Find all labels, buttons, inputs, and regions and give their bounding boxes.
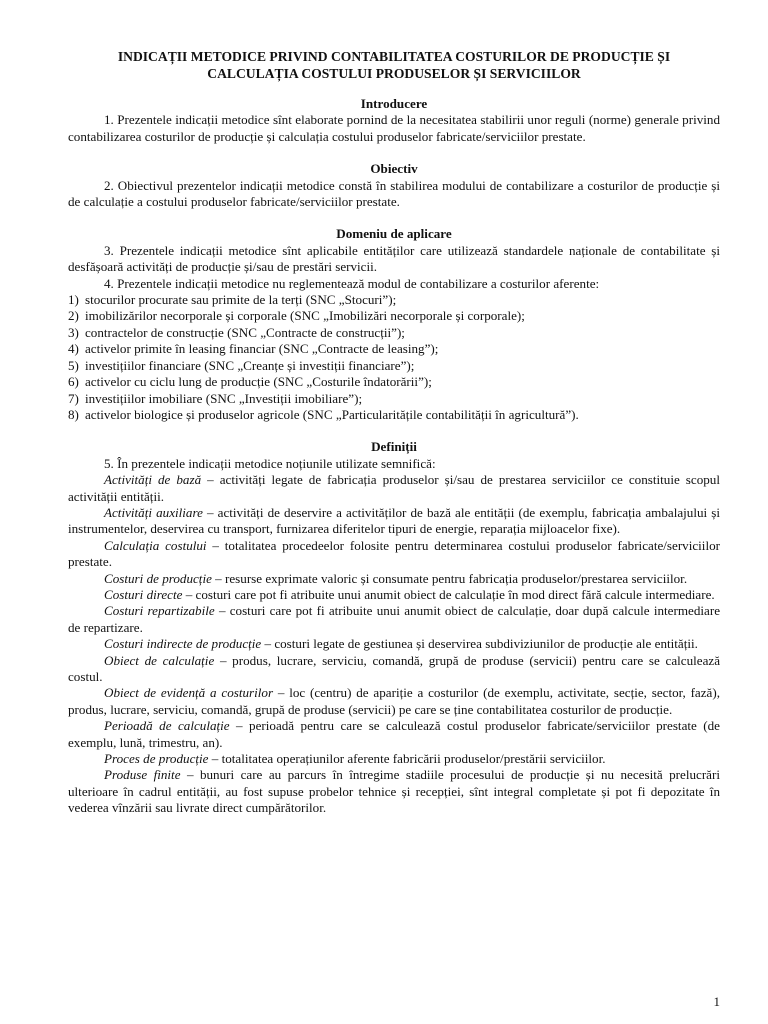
definition-term: Obiect de calculație — [104, 652, 215, 668]
definition-term: Costuri directe — [104, 586, 183, 602]
list-item-text: imobilizărilor necorporale și corporale (SNC „Imobilizări necorporale și corporale); — [85, 308, 525, 324]
list-item — [68, 341, 720, 357]
paragraph-1: 1. Prezentele indicații metodice sînt elaborate pornind de la necesitatea stabilirii unor reguli (norme) generale privind contabilizarea costurilor de producție și calculația costului produselor fabricate/serviciilor prestate. — [68, 112, 720, 144]
definition-term: Calculația costului — [104, 537, 207, 553]
definition-term: Proces de producție — [104, 751, 209, 767]
paragraph-3: 3. Prezentele indicații metodice sînt aplicabile entităților care utilizează standardele naționale de contabilitate și desfășoară activități de producție și/sau de prestări servicii. — [68, 242, 720, 275]
definition-item — [68, 571, 720, 587]
definition-term: Costuri repartizabile — [104, 603, 215, 619]
definition-term: Activități de bază — [104, 472, 202, 488]
list-item-text: investițiilor financiare (SNC „Creanțe și investiții financiare”); — [85, 357, 415, 373]
definition-item — [68, 587, 720, 603]
list-item-text: activelor cu ciclu lung de producție (SNC „Costurile îndatorării”); — [85, 374, 432, 390]
list-item-number: 3) — [68, 324, 79, 340]
list-item-text: investițiilor imobiliare (SNC „Investiții imobiliare”); — [85, 390, 363, 406]
definition-text: – resurse exprimate valoric și consumate pentru fabricația produselor/prestarea serviciilor. — [211, 570, 688, 586]
paragraph-4: 4. Prezentele indicații metodice nu reglementează modul de contabilizare a costurilor aferente: — [104, 275, 600, 291]
definition-text: – produs, lucrare, serviciu, comandă, grupă de produse (servicii) pentru care se calculează costul. — [68, 652, 721, 684]
definition-text: – activități de deservire a activităților de bază ale entității (de exemplu, fabricația ambalajului și instrumentelor, deservirea cu transport, furnizarea diferitelor tipuri de energie, reparația mijloacelor fixe). — [68, 504, 720, 537]
definition-term: Activități auxiliare — [104, 504, 203, 520]
definition-term: Costuri de producție — [104, 570, 212, 586]
list-item-number: 5) — [68, 357, 79, 373]
list-item-number: 1) — [68, 292, 79, 308]
definition-item — [68, 472, 720, 505]
list-item-number: 2) — [68, 308, 79, 324]
list-item — [68, 358, 720, 374]
list-item — [68, 325, 720, 341]
definition-term: Produse finite — [104, 767, 181, 783]
list-item — [68, 292, 720, 308]
heading-obiectiv: Obiectiv — [370, 161, 418, 177]
paragraph-2: 2. Obiectivul prezentelor indicații metodice constă în stabilirea modului de contabilizare a costurilor de producție și de calculație a costului produselor fabricate/serviciilor prestate. — [68, 177, 720, 210]
page-number: 1 — [713, 994, 720, 1009]
definition-item — [68, 603, 720, 636]
list-item-number: 8) — [68, 406, 79, 422]
definition-text: – activități legate de fabricația produselor și/sau de prestarea serviciilor ce constituie scopul activității entității. — [68, 472, 720, 504]
definition-term: Perioadă de calculație — [104, 718, 230, 734]
definition-item — [68, 636, 720, 652]
list-item-text: activelor biologice și produselor agricole (SNC „Particularitățile contabilității în agricultură”). — [85, 406, 579, 422]
exclusion-list — [68, 292, 720, 423]
definition-text: – bunuri care au parcurs în întregime stadiile procesului de producție și nu necesită prelucrări ulterioare în cadrul entității, au fost supuse probelor tehnice și recepției, sînt integral completate și pot fi depozitate în vederea vînzării sau livrate direct cumpărătorilor. — [68, 767, 720, 816]
definition-text: – totalitatea operațiunilor aferente fabricării produselor/prestării serviciilor. — [208, 751, 606, 767]
definition-text: – totalitatea procedeelor folosite pentru determinarea costului produselor fabricate/serviciilor prestate. — [68, 537, 720, 570]
definition-text: – costuri care pot fi atribuite unui anumit obiect de calculație în mod direct fără calcule intermediare. — [182, 586, 715, 602]
definition-text: – loc (centru) de apariție a costurilor (de exemplu, activitate, secție, sector, fază), produs, lucrare, serviciu, comandă, grupă de produse (servicii) pe care se ține contabilitatea costurilor de producție. — [68, 685, 720, 717]
list-item — [68, 391, 720, 407]
document-page — [68, 48, 720, 817]
definition-item — [68, 767, 720, 816]
list-item — [68, 308, 720, 324]
list-item-number: 7) — [68, 390, 79, 406]
definition-text: – costuri care pot fi atribuite unui anumit obiect de calculație, doar după calcule intermediare de repartizare. — [68, 603, 721, 635]
list-item-text: contractelor de construcție (SNC „Contracte de construcții”); — [85, 324, 405, 340]
definition-text: – costuri legate de gestiunea și deservirea subdiviziunilor de producție ale entității. — [261, 636, 698, 652]
definition-item — [68, 653, 720, 686]
definition-term: Obiect de evidență a costurilor — [104, 685, 274, 701]
list-item-number: 4) — [68, 341, 79, 357]
document-title — [68, 48, 720, 82]
definition-item — [68, 505, 720, 538]
paragraph-5: 5. În prezentele indicații metodice noțiunile utilizate semnifică: — [104, 455, 436, 471]
list-item — [68, 407, 720, 423]
heading-domeniu: Domeniu de aplicare — [336, 226, 452, 242]
definition-term: Costuri indirecte de producție — [104, 636, 262, 652]
definition-item — [68, 718, 720, 751]
heading-definitii: Definiții — [371, 439, 417, 455]
list-item-text: activelor primite în leasing financiar (SNC „Contracte de leasing”); — [85, 341, 439, 357]
definition-item — [68, 685, 720, 718]
title-line-1: INDICAȚII METODICE PRIVIND CONTABILITATEA COSTURILOR DE PRODUCȚIE ȘI — [117, 49, 671, 64]
definition-item — [68, 538, 720, 571]
list-item — [68, 374, 720, 390]
list-item-text: stocurilor procurate sau primite de la terți (SNC „Stocuri”); — [85, 292, 397, 308]
definition-text: – perioadă pentru care se calculează costul produselor fabricate/serviciilor prestate (de exemplu, lună, trimestru, an). — [68, 718, 720, 750]
list-item-number: 6) — [68, 374, 79, 390]
definition-item — [68, 751, 720, 767]
heading-introducere: Introducere — [360, 96, 428, 111]
title-line-2: CALCULAȚIA COSTULUI PRODUSELOR ȘI SERVICIILOR — [207, 66, 581, 81]
